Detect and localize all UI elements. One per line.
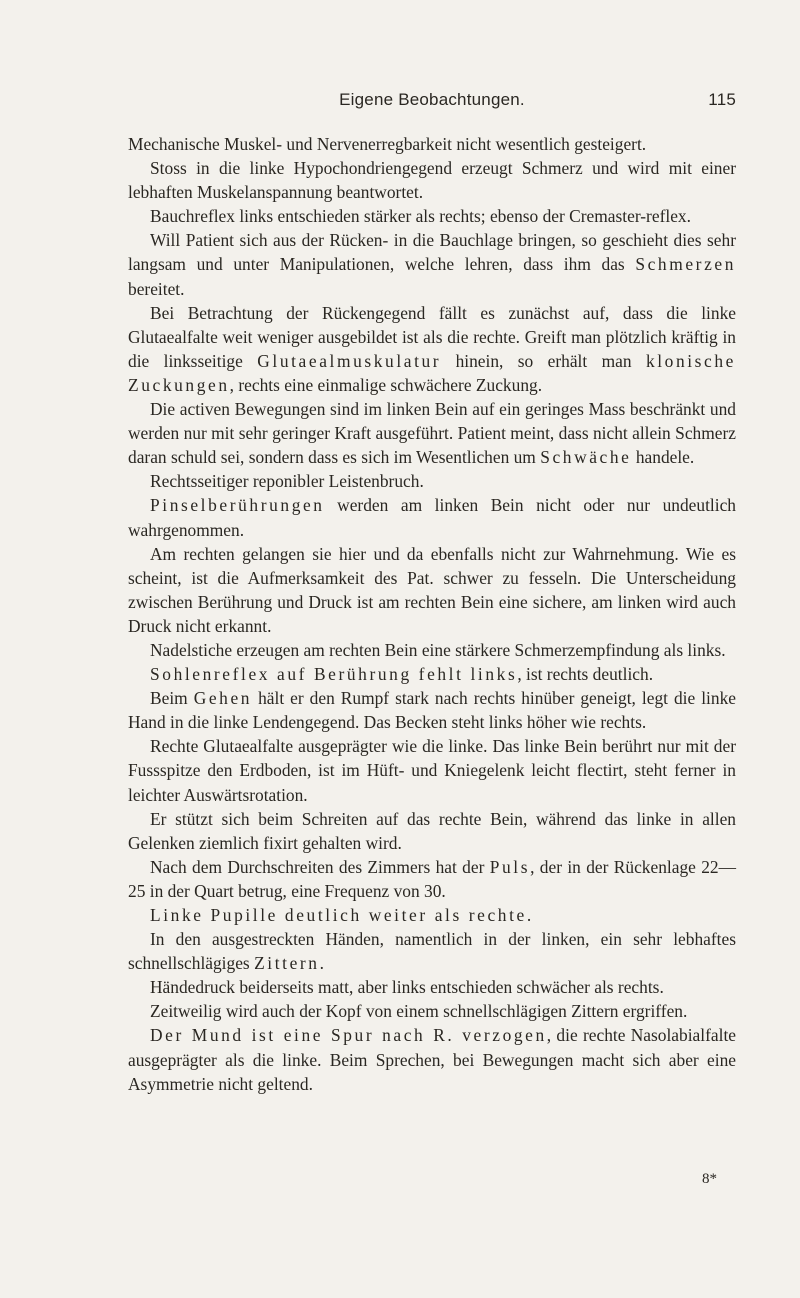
paragraph-text: Er stützt sich beim Schreiten auf das rechte Bein, während das linke in allen Gelenken ziemlich fixirt gehalten wird.	[128, 808, 736, 853]
emphasis-text: Schwäche	[540, 447, 632, 468]
page-number: 115	[708, 90, 736, 109]
paragraph-text: , rechts eine einmalige schwächere Zuckung.	[229, 374, 543, 395]
emphasis-text: Zittern	[254, 953, 320, 974]
paragraph-text: Rechte Glutaealfalte ausgeprägter wie die linke. Das linke Bein berührt nur mit der Fussspitze den Erdboden, ist im Hüft- und Kniegelenk leicht flectirt, steht ferner in leichter Auswärtsrotation.	[128, 736, 736, 805]
paragraph-text: , der in der Rückenlage 22—25 in der Quart betrug, eine Frequenz von 30.	[128, 856, 736, 901]
paragraph	[128, 807, 736, 855]
paragraph-text: Beim	[150, 688, 194, 709]
paragraph-text: Zeitweilig wird auch der Kopf von einem schnellschlägigen Zittern ergriffen.	[150, 1001, 688, 1022]
emphasis-text: Der Mund ist eine Spur nach R. verzogen	[150, 1025, 547, 1046]
paragraph-text: Bauchreflex links entschieden stärker als rechts; ebenso der Cremaster-reflex.	[150, 206, 691, 227]
paragraph	[128, 855, 736, 903]
paragraph	[128, 927, 736, 975]
paragraph-text: handele.	[631, 447, 695, 468]
emphasis-text: Puls	[489, 856, 531, 877]
paragraph	[128, 638, 736, 662]
paragraph	[128, 1023, 736, 1095]
paragraph-text: Am rechten gelangen sie hier und da ebenfalls nicht zur Wahrnehmung. Wie es scheint, ist die Aufmerksamkeit des Pat. schwer zu fesseln. Die Unterscheidung zwischen Berührung und Druck ist am rechten Bein eine sichere, am linken wird auch Druck nicht erkannt.	[128, 543, 736, 636]
paragraph	[128, 542, 736, 638]
paragraph-text: werden am linken Bein nicht oder nur undeutlich wahrgenommen.	[128, 495, 736, 540]
signature-mark: 8*	[702, 1171, 717, 1187]
running-header	[128, 90, 736, 118]
paragraph	[128, 662, 736, 686]
paragraph	[128, 686, 736, 734]
paragraph-text: .	[526, 905, 532, 925]
paragraph-text: Die activen Bewegungen sind im linken Bein auf ein geringes Mass beschränkt und werden nur mit sehr geringer Kraft ausgeführt. Patient meint, dass nicht allein Schmerz daran schuld sei, sondern dass es sich im Wesentlichen um	[128, 399, 736, 468]
paragraph	[128, 493, 736, 541]
paragraph-text: Nach dem Durchschreiten des Zimmers hat der	[150, 856, 490, 877]
paragraph	[128, 734, 736, 806]
paragraph-text: , die rechte Nasolabialfalte ausgeprägter als die linke. Beim Sprechen, bei Bewegungen macht sich aber eine Asymmetrie nicht geltend.	[128, 1025, 736, 1094]
paragraph-text: .	[319, 953, 324, 974]
paragraph	[128, 228, 736, 300]
emphasis-text: Sohlenreflex auf Berührung fehlt links	[150, 664, 518, 685]
paragraph-text: Rechtsseitiger reponibler Leistenbruch.	[150, 471, 424, 492]
emphasis-text: Pinselberührungen	[150, 495, 325, 516]
body-text	[128, 132, 736, 1096]
running-header-title: Eigene Beobachtungen.	[339, 90, 525, 109]
paragraph	[128, 204, 736, 228]
paragraph-text: Bei Betrachtung der Rückengegend fällt es zunächst auf, dass die linke Glutaealfalte weit weniger ausgebildet ist als die rechte. Greift man plötzlich kräftig in die linksseitige	[128, 302, 736, 371]
paragraph-text: In den ausgestreckten Händen, namentlich in der linken, ein sehr lebhaftes schnellschlägiges	[128, 929, 736, 974]
paragraph	[128, 999, 736, 1023]
paragraph	[128, 903, 736, 927]
paragraph	[128, 301, 736, 397]
paragraph-text: Will Patient sich aus der Rücken- in die Bauchlage bringen, so geschieht dies sehr langsam und unter Manipulationen, welche lehren, dass ihm das	[128, 230, 736, 275]
paragraph	[128, 156, 736, 204]
paragraph-text: Mechanische Muskel- und Nervenerregbarkeit nicht wesentlich gesteigert.	[128, 134, 647, 154]
paragraph-text: hält er den Rumpf stark nach rechts hinüber geneigt, legt die linke Hand in die linke Lendengegend. Das Becken steht links höher wie rechts.	[128, 688, 736, 733]
paragraph	[128, 132, 736, 156]
paragraph	[128, 397, 736, 469]
emphasis-text: Gehen	[193, 688, 253, 709]
paragraph-text: Händedruck beiderseits matt, aber links entschieden schwächer als rechts.	[150, 977, 664, 998]
paragraph-text: hinein, so erhält man	[441, 350, 646, 371]
emphasis-text: klonische Zuckungen	[128, 350, 736, 395]
emphasis-text: Schmerzen	[635, 254, 736, 275]
paragraph-text: Stoss in die linke Hypochondriengegend erzeugt Schmerz und wird mit einer lebhaften Muskelanspannung beantwortet.	[128, 158, 736, 203]
paragraph	[128, 469, 736, 493]
emphasis-text: Glutaealmuskulatur	[257, 350, 442, 371]
emphasis-text: Linke Pupille deutlich weiter als rechte	[150, 905, 527, 925]
paragraph-text: bereitet.	[128, 278, 185, 299]
paragraph	[128, 975, 736, 999]
paragraph-text: Nadelstiche erzeugen am rechten Bein eine stärkere Schmerzempfindung als links.	[150, 639, 726, 660]
paragraph-text: , ist rechts deutlich.	[517, 664, 654, 685]
